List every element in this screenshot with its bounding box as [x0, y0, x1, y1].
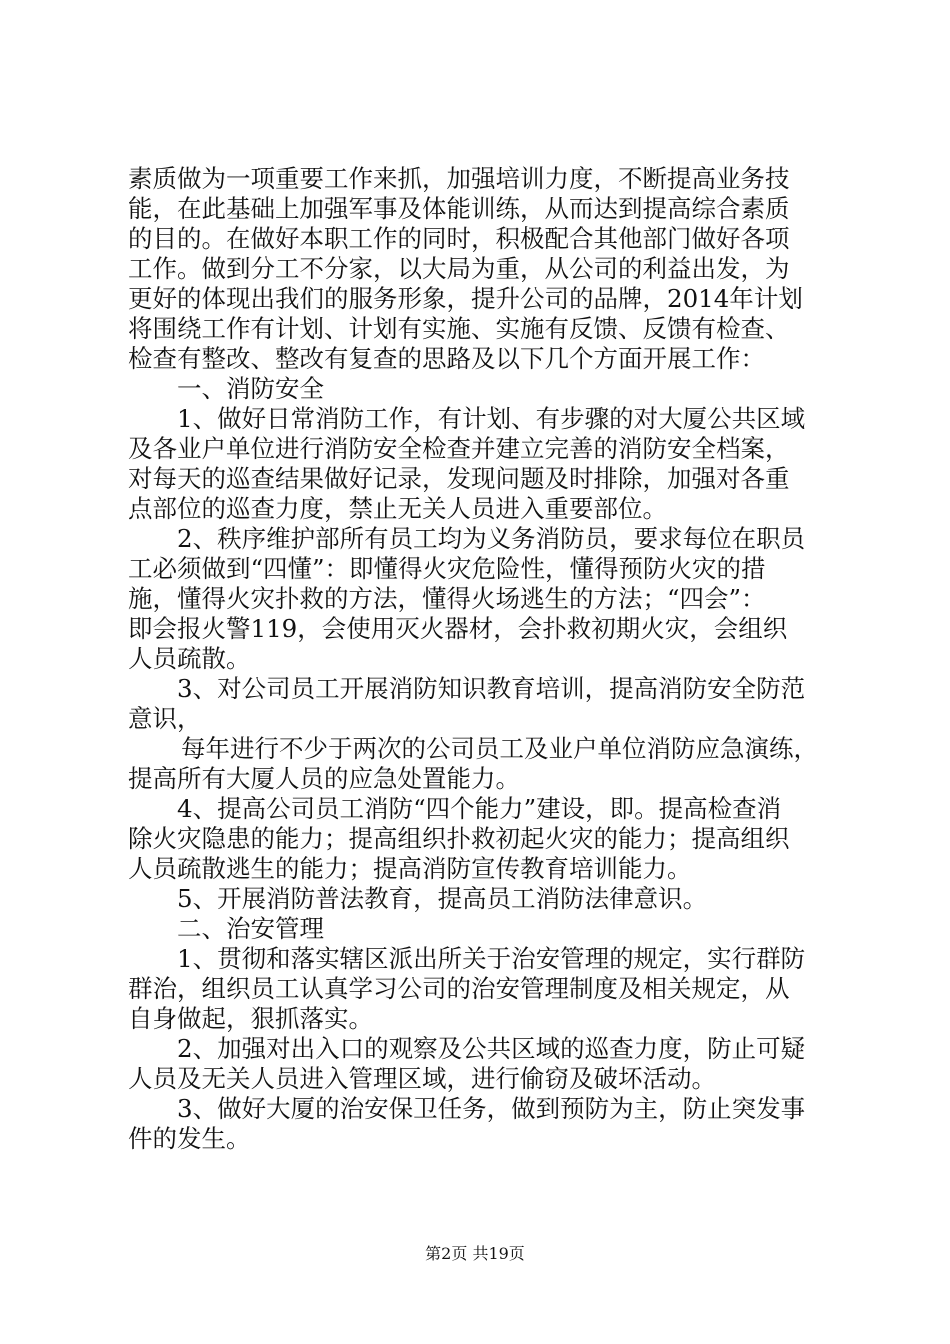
text-line: 自身做起，狠抓落实。	[128, 1004, 373, 1033]
text-line: 1、贯彻和落实辖区派出所关于治安管理的规定，实行群防	[177, 944, 806, 973]
text-line: 5、开展消防普法教育，提高员工消防法律意识。	[177, 884, 708, 913]
text-line: 点部位的巡查力度，禁止无关人员进入重要部位。	[128, 494, 667, 523]
text-line: 及各业户单位进行消防安全检查并建立完善的消防安全档案，	[128, 434, 790, 463]
text-line: 施，懂得火灾扑救的方法，懂得火场逃生的方法；“四会”：	[128, 584, 766, 613]
text-line: 将围绕工作有计划、计划有实施、实施有反馈、反馈有检查、	[128, 314, 790, 343]
text-line: 1、做好日常消防工作，有计划、有步骤的对大厦公共区域	[177, 404, 806, 433]
text-line: 工必须做到“四懂”：即懂得火灾危险性，懂得预防火灾的措	[128, 554, 766, 583]
text-line: 人员及无关人员进入管理区域，进行偷窃及破坏活动。	[128, 1064, 716, 1093]
text-line: 3、对公司员工开展消防知识教育培训，提高消防安全防范	[177, 674, 806, 703]
text-line: 能，在此基础上加强军事及体能训练，从而达到提高综合素质	[128, 194, 790, 223]
text-line: 2、加强对出入口的观察及公共区域的巡查力度，防止可疑	[177, 1034, 806, 1063]
text-line: 人员疏散逃生的能力；提高消防宣传教育培训能力。	[128, 854, 692, 883]
section-heading: 二、治安管理	[177, 914, 324, 943]
text-line: 4、提高公司员工消防“四个能力”建设，即。提高检查消	[177, 794, 782, 823]
section-heading: 一、消防安全	[177, 374, 324, 403]
text-line: 的目的。在做好本职工作的同时，积极配合其他部门做好各项	[128, 224, 790, 253]
text-line: 群治，组织员工认真学习公司的治安管理制度及相关规定，从	[128, 974, 790, 1003]
text-line: 人员疏散。	[128, 644, 251, 673]
document-body	[128, 164, 836, 1154]
text-line: 检查有整改、整改有复查的思路及以下几个方面开展工作：	[128, 344, 765, 373]
text-line: 件的发生。	[128, 1124, 251, 1153]
text-line: 意识，	[128, 704, 202, 733]
text-line: 素质做为一项重要工作来抓，加强培训力度，不断提高业务技	[128, 164, 790, 193]
text-line: 每年进行不少于两次的公司员工及业户单位消防应急演练，	[181, 734, 818, 763]
text-line: 工作。做到分工不分家，以大局为重，从公司的利益出发，为	[128, 254, 790, 283]
text-line: 更好的体现出我们的服务形象，提升公司的品牌，2014年计划	[128, 284, 803, 313]
text-line: 3、做好大厦的治安保卫任务，做到预防为主，防止突发事	[177, 1094, 806, 1123]
text-line: 即会报火警119，会使用灭火器材，会扑救初期火灾，会组织	[128, 614, 788, 643]
text-line: 提高所有大厦人员的应急处置能力。	[128, 764, 520, 793]
text-line: 2、秩序维护部所有员工均为义务消防员，要求每位在职员	[177, 524, 806, 553]
text-line: 除火灾隐患的能力；提高组织扑救初起火灾的能力；提高组织	[128, 824, 790, 853]
text-line: 对每天的巡查结果做好记录，发现问题及时排除，加强对各重	[128, 464, 790, 493]
page-number-footer: 第2页 共19页	[425, 1244, 525, 1263]
